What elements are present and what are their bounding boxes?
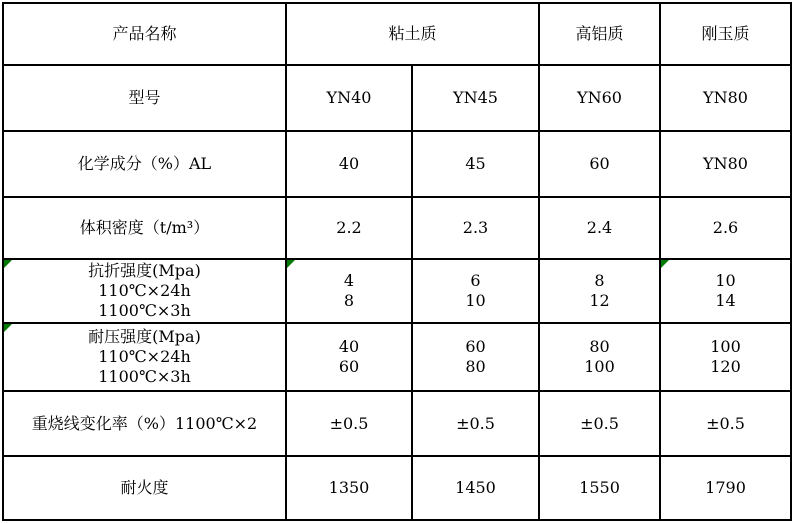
table-row-reheating-change <box>3 391 791 456</box>
header-high-alumina: 高铝质 <box>539 3 660 65</box>
cell-line: 10 <box>715 271 736 290</box>
cell-chemical-yn80: YN80 <box>660 131 791 197</box>
table-row-chemical <box>3 131 791 197</box>
cell-line: 抗折强度(Mpa) <box>88 261 201 280</box>
cell-refractoriness-yn40: 1350 <box>286 456 412 520</box>
row-label-flexural-strength <box>3 259 286 323</box>
cell-refractoriness-yn45: 1450 <box>412 456 539 520</box>
cell-model-yn45: YN45 <box>412 65 539 131</box>
cell-density-yn60: 2.4 <box>539 197 660 259</box>
cell-refractoriness-yn60: 1550 <box>539 456 660 520</box>
cell-model-yn60: YN60 <box>539 65 660 131</box>
product-spec-table <box>2 2 792 521</box>
row-label-compressive-strength <box>3 323 286 391</box>
cell-reheating-yn60: ±0.5 <box>539 391 660 456</box>
cell-line: 12 <box>589 291 610 310</box>
cell-chemical-yn60: 60 <box>539 131 660 197</box>
table-row-density <box>3 197 791 259</box>
cell-compressive-yn80 <box>660 323 791 391</box>
row-label-model: 型号 <box>3 65 286 131</box>
cell-compressive-yn45 <box>412 323 539 391</box>
cell-line: 120 <box>710 357 741 376</box>
cell-line: 1100℃×3h <box>98 367 191 386</box>
row-label-reheating-change: 重烧线变化率（%）1100℃×2 <box>3 391 286 456</box>
excel-error-triangle-icon <box>661 260 669 268</box>
cell-chemical-yn40: 40 <box>286 131 412 197</box>
header-clay: 粘土质 <box>286 3 539 65</box>
cell-line: 8 <box>594 271 605 290</box>
cell-flexural-yn40 <box>286 259 412 323</box>
cell-line: 6 <box>470 271 481 290</box>
cell-line: 10 <box>465 291 486 310</box>
cell-line: 80 <box>589 337 610 356</box>
cell-line: 8 <box>343 291 355 310</box>
cell-flexural-yn60 <box>539 259 660 323</box>
header-corundum: 刚玉质 <box>660 3 791 65</box>
cell-line: 1100℃×3h <box>98 301 191 320</box>
cell-line: 耐压强度(Mpa) <box>88 327 201 346</box>
cell-refractoriness-yn80: 1790 <box>660 456 791 520</box>
cell-density-yn80: 2.6 <box>660 197 791 259</box>
cell-line: 60 <box>338 357 360 376</box>
cell-flexural-yn45 <box>412 259 539 323</box>
cell-line: 4 <box>343 271 355 290</box>
excel-error-triangle-icon <box>4 260 12 268</box>
cell-reheating-yn40: ±0.5 <box>286 391 412 456</box>
cell-line: 110℃×24h <box>98 347 191 366</box>
row-label-refractoriness: 耐火度 <box>3 456 286 520</box>
cell-flexural-yn80 <box>660 259 791 323</box>
cell-compressive-yn40 <box>286 323 412 391</box>
cell-line: 100 <box>710 337 741 356</box>
cell-model-yn80: YN80 <box>660 65 791 131</box>
row-label-chemical: 化学成分（%）AL <box>3 131 286 197</box>
cell-reheating-yn45: ±0.5 <box>412 391 539 456</box>
cell-reheating-yn80: ±0.5 <box>660 391 791 456</box>
cell-model-yn40: YN40 <box>286 65 412 131</box>
cell-line: 80 <box>465 357 486 376</box>
cell-line: 110℃×24h <box>98 281 191 300</box>
excel-error-triangle-icon <box>287 260 295 268</box>
table-row-model <box>3 65 791 131</box>
table-row-header <box>3 3 791 65</box>
cell-line: 60 <box>465 337 486 356</box>
table-row-refractoriness <box>3 456 791 520</box>
cell-line: 40 <box>338 337 360 356</box>
cell-compressive-yn60 <box>539 323 660 391</box>
cell-line: 100 <box>584 357 615 376</box>
row-label-density: 体积密度（t/m³） <box>3 197 286 259</box>
excel-error-triangle-icon <box>4 324 12 332</box>
cell-density-yn40: 2.2 <box>286 197 412 259</box>
table-row-flexural-strength <box>3 259 791 323</box>
cell-density-yn45: 2.3 <box>412 197 539 259</box>
header-product-name: 产品名称 <box>3 3 286 65</box>
cell-line: 14 <box>715 291 736 310</box>
cell-chemical-yn45: 45 <box>412 131 539 197</box>
table-row-compressive-strength <box>3 323 791 391</box>
